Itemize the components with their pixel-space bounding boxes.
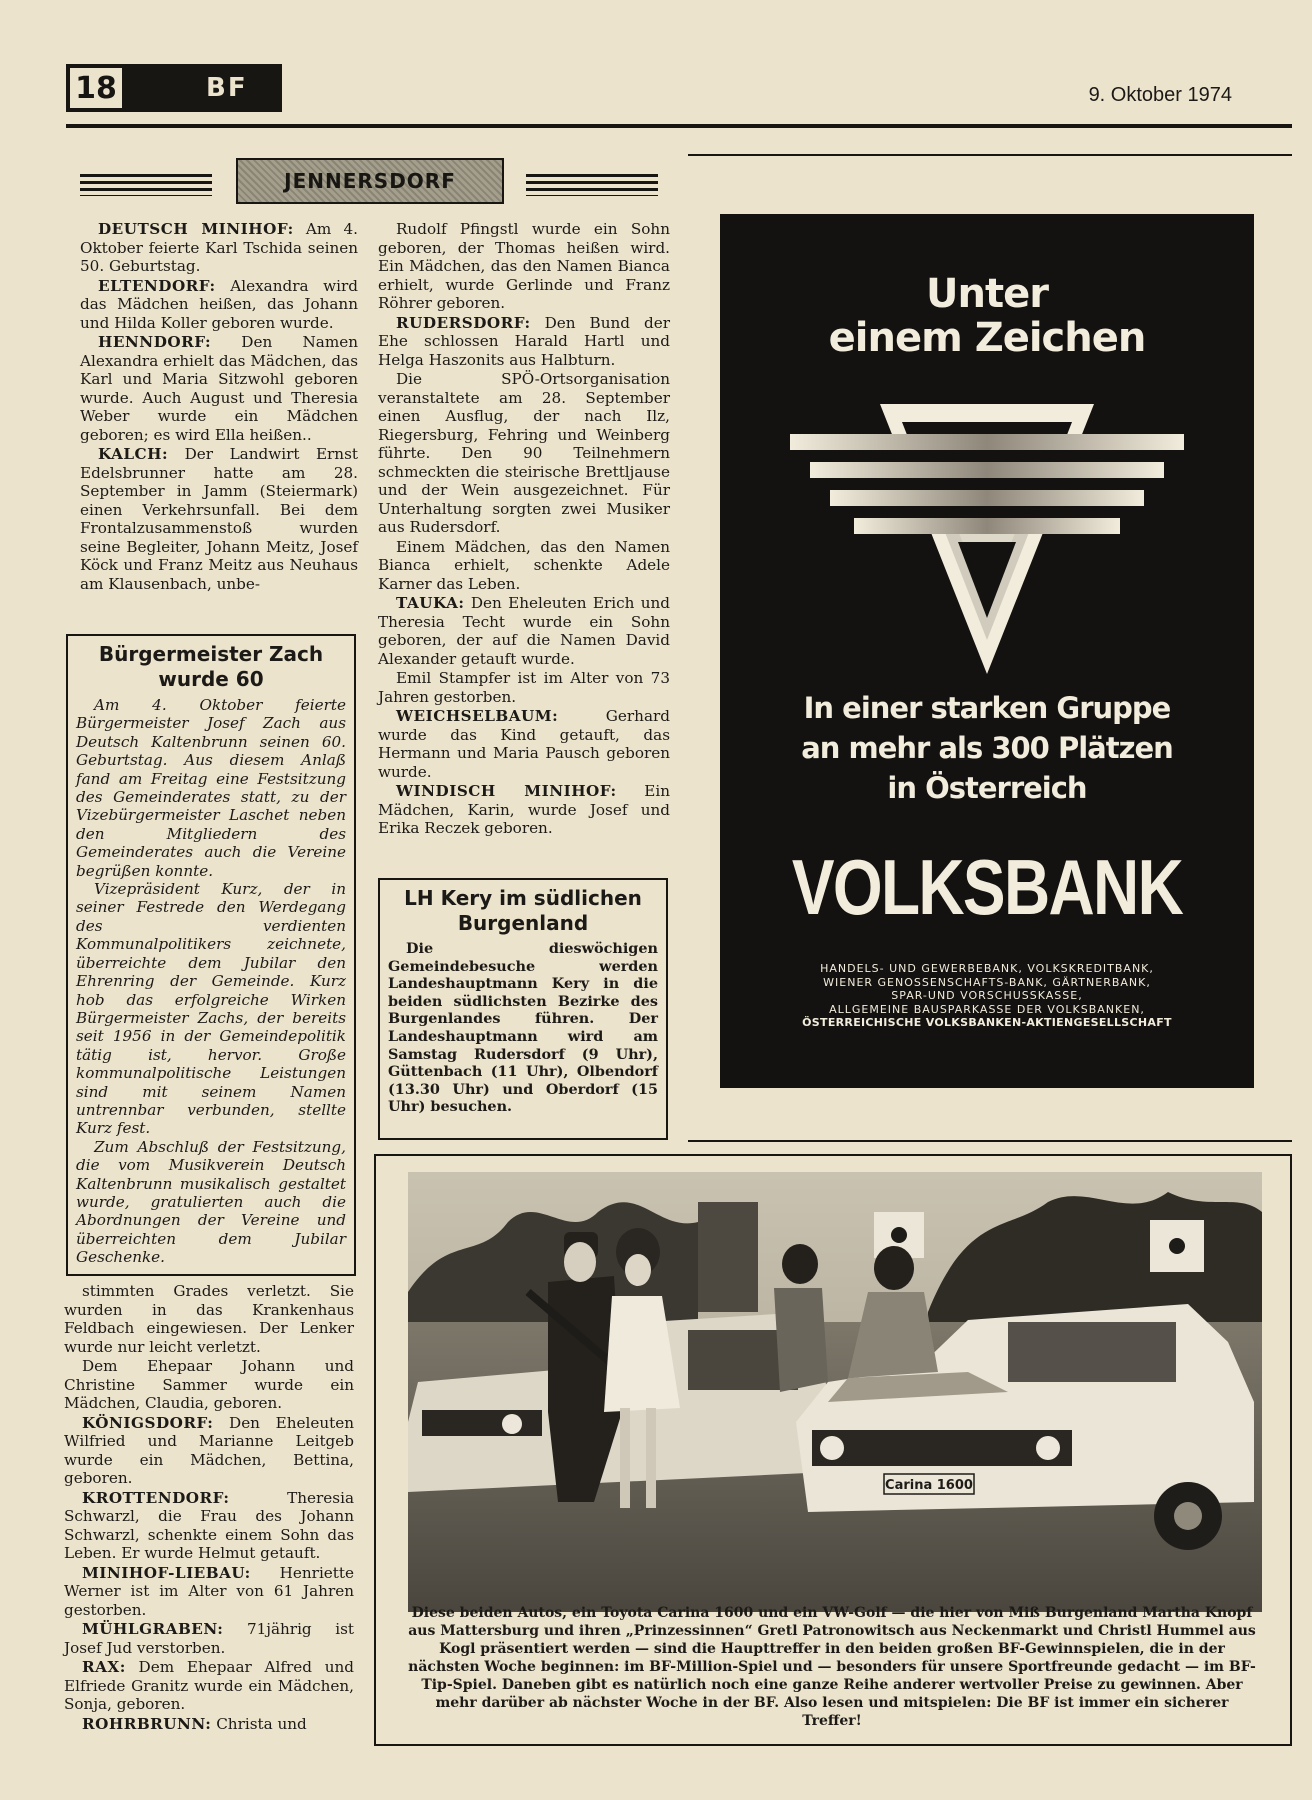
news-item bbox=[64, 1564, 354, 1620]
news-text: Emil Stampfer ist im Alter von 73 Jahren gestorben. bbox=[378, 669, 670, 706]
place-name: RUDERSDORF: bbox=[396, 313, 531, 332]
advert-claim-line-2: an mehr als 300 Plätzen bbox=[801, 731, 1173, 765]
news-text: Theresia Schwarzl, die Frau des Johann Schwarzl, schenkte einem Sohn das Leben. Er wurde Helmut getauft. bbox=[64, 1488, 354, 1562]
advert-claim-line-1: In einer starken Gruppe bbox=[803, 691, 1171, 725]
place-name: MÜHLGRABEN: bbox=[82, 1620, 224, 1638]
place-name: TAUKA: bbox=[396, 594, 465, 612]
advert-headline-line-2: einem Zeichen bbox=[828, 315, 1146, 361]
news-item bbox=[64, 1658, 354, 1714]
place-name: MINIHOF-LIEBAU: bbox=[82, 1563, 251, 1582]
advert-brand: VOLKSBANK bbox=[791, 843, 1183, 931]
box-kery-body: Die dieswöchigen Gemeindebesuche werden Landeshauptmann Kery in die beiden südlichsten Bezirke des Burgenlandes führen. Der Landeshauptmann wird am Samstag Rudersdorf (9 Uhr), Güttenbach (11 Uhr), Olbendorf (13.30 Uhr) und Oberdorf (15 Uhr) besuchen. bbox=[388, 940, 658, 1116]
issue-date: 9. Oktober 1974 bbox=[1088, 84, 1232, 106]
news-text: 71jährig ist Josef Jud verstorben. bbox=[64, 1620, 355, 1657]
advert-headline bbox=[720, 272, 1254, 360]
news-text: Der Landwirt Ernst Edelsbrunner hatte am 28. September in Jamm (Steiermark) einen Verkehrsunfall. Bei dem Frontalzusammenstoß wurden seine Begleiter, Johann Meitz, Josef Köck und Franz Meitz aus Neuhaus am Klausenbach, unbe- bbox=[80, 445, 358, 593]
column-1-top bbox=[80, 220, 358, 594]
news-text: Den Eheleuten Wilfried und Marianne Leitgeb wurde ein Mädchen, Bettina, geboren. bbox=[64, 1413, 354, 1487]
news-text: Einem Mädchen, das den Namen Bianca erhielt, schenkte Adele Karner das Leben. bbox=[378, 537, 670, 593]
advert-claim bbox=[720, 688, 1254, 808]
news-item bbox=[64, 1414, 354, 1488]
advert-fineprint-1: HANDELS- UND GEWERBEBANK, VOLKSKREDITBANK, bbox=[820, 962, 1154, 975]
box-paragraph: Am 4. Oktober feierte Bürgermeister Josef Zach aus Deutsch Kaltenbrunn seinen 60. Geburtstag. Aus diesem Anlaß fand am Freitag eine Festsitzung des Gemeinderates statt, zu der Vizebürgermeister Laschet neben den Mitgliedern des Gemeinderates auch die Vereine begrüßen konnte. bbox=[76, 696, 346, 880]
news-text: Dem Ehepaar Johann und Christine Sammer wurde ein Mädchen, Claudia, geboren. bbox=[64, 1357, 354, 1412]
news-item bbox=[378, 669, 670, 706]
box-kery-title: LH Kery im südlichen Burgenland bbox=[404, 886, 642, 935]
box-paragraph: Zum Abschluß der Festsitzung, die vom Musikverein Deutsch Kaltenbrunn musikalisch gestaltet wurde, gratulierten auch die Abordnungen der Vereine und überreichten dem Jubilar Geschenke. bbox=[76, 1137, 346, 1267]
news-item bbox=[80, 333, 358, 444]
news-text: Am 4. Oktober feierte Karl Tschida seinen 50. Geburtstag. bbox=[80, 220, 358, 275]
news-text: stimmten Grades verletzt. Sie wurden in das Krankenhaus Feldbach eingewiesen. Der Lenker wurde nur leicht verletzt. bbox=[64, 1282, 354, 1356]
page-header-badge bbox=[66, 64, 282, 112]
section-stripes-left bbox=[80, 174, 212, 196]
news-item bbox=[378, 538, 670, 594]
news-item bbox=[80, 220, 358, 276]
box-zach-title: Bürgermeister Zach wurde 60 bbox=[98, 642, 324, 691]
cars-photo bbox=[408, 1172, 1262, 1612]
news-item bbox=[64, 1489, 354, 1563]
advert-fineprint-2: WIENER GENOSSENSCHAFTS-BANK, GÄRTNERBANK, bbox=[823, 975, 1151, 989]
news-item bbox=[80, 445, 358, 593]
article-box-zach bbox=[66, 634, 356, 1276]
advert-claim-line-3: in Österreich bbox=[887, 771, 1087, 805]
place-name: WEICHSELBAUM: bbox=[396, 707, 559, 725]
news-item bbox=[378, 370, 670, 537]
news-text: Christa und bbox=[216, 1714, 307, 1733]
advert-headline-line-1: Unter bbox=[926, 271, 1048, 317]
place-name: ROHRBRUNN: bbox=[82, 1714, 212, 1733]
advert-fineprint-5: ÖSTERREICHISCHE VOLKSBANKEN-AKTIENGESELLSCHAFT bbox=[802, 1016, 1172, 1029]
column-2 bbox=[378, 220, 670, 839]
news-text: Die SPÖ-Ortsorganisation veranstaltete am 28. September einen Ausflug, der nach Ilz, Riegersburg, Fehring und Weinberg führte. Den 90 Teilnehmern schmeckten die steirische Brettljause und der Wein ausgezeichnet. Für Unterhaltung sorgten zwei Musiker aus Rudersdorf. bbox=[378, 370, 670, 536]
place-name: ELTENDORF: bbox=[98, 276, 216, 295]
news-item bbox=[378, 782, 670, 838]
news-text: Den Namen Alexandra erhielt das Mädchen, das Karl und Maria Sitzwohl geboren wurde. Auch August und Theresia Weber wurde ein Mädchen geboren; es wird Ella heißen.. bbox=[80, 333, 358, 444]
news-item bbox=[80, 277, 358, 333]
advert-fineprint bbox=[750, 962, 1224, 1030]
article-box-kery bbox=[378, 878, 668, 1140]
volksbank-advert bbox=[720, 214, 1254, 1088]
news-item bbox=[378, 220, 670, 313]
news-text: Dem Ehepaar Alfred und Elfriede Granitz wurde ein Mädchen, Sonja, geboren. bbox=[64, 1658, 354, 1713]
news-item bbox=[378, 594, 670, 668]
news-item bbox=[64, 1620, 354, 1657]
news-item bbox=[64, 1357, 354, 1413]
place-name: KROTTENDORF: bbox=[82, 1488, 230, 1507]
news-text: Gerhard wurde das Kind getauft, das Hermann und Maria Pausch geboren wurde. bbox=[378, 707, 670, 781]
place-name: DEUTSCH MINIHOF: bbox=[98, 220, 294, 238]
news-text: Ein Mädchen, Karin, wurde Josef und Erika Reczek geboren. bbox=[378, 782, 670, 837]
news-item bbox=[64, 1715, 354, 1734]
news-item bbox=[64, 1282, 354, 1356]
place-name: HENNDORF: bbox=[98, 333, 212, 351]
news-text: Rudolf Pfingstl wurde ein Sohn geboren, der Thomas heißen wird. Ein Mädchen, das den Namen Bianca erhielt, wurde Gerlinde und Franz Röhrer geboren. bbox=[378, 220, 670, 312]
news-text: Den Bund der Ehe schlossen Harald Hartl und Helga Haszonits aus Halbturn. bbox=[378, 313, 670, 369]
section-title: JENNERSDORF bbox=[284, 169, 456, 193]
place-name: WINDISCH MINIHOF: bbox=[396, 782, 617, 800]
license-plate: Carina 1600 bbox=[885, 1478, 973, 1493]
box-paragraph: Vizepräsident Kurz, der in seiner Festrede den Werdegang des verdienten Kommunalpolitikers zeichnete, überreichte dem Jubilar den Ehrenring der Gemeinde. Kurz hob das erfolgreiche Wirken Bürgermeister Zachs, der bereits seit 1956 in der Gemeindepolitik tätig ist, hervor. Große kommunalpolitische Leistungen sind mit seinem Namen untrennbar verbunden, stellte Kurz fest. bbox=[76, 880, 346, 1138]
advert-fineprint-3: SPAR-UND VORSCHUSSKASSE, bbox=[891, 989, 1083, 1002]
news-text: Den Eheleuten Erich und Theresia Techt wurde ein Sohn geboren, der auf die Namen David Alexander getauft wurde. bbox=[378, 594, 670, 668]
ad-top-rule bbox=[688, 154, 1292, 156]
photo-caption: Diese beiden Autos, ein Toyota Carina 1600 und ein VW-Golf — die hier von Miß Burgenland Martha Knopf aus Mattersburg und ihren „Prinzessinnen“ Gretl Patronowitsch aus Neckenmarkt und Christl Hummel aus Kogl präsentiert werden — sind die Haupttreffer in den beiden großen BF-Gewinnspielen, die in der nächsten Woche beginnen: im BF-Million-Spiel und — besonders für unsere Sportfreunde gedacht — im BF-Tip-Spiel. Daneben gibt es natürlich noch eine ganze Reihe anderer wertvoller Preise zu gewinnen. Aber mehr darüber ab nächster Woche in der BF. Also lesen und mitspielen: Die BF ist immer ein sicherer Treffer! bbox=[408, 1605, 1256, 1729]
news-text: Alexandra wird das Mädchen heißen, das Johann und Hilda Koller geboren wurde. bbox=[80, 276, 358, 332]
place-name: RAX: bbox=[82, 1658, 126, 1676]
news-item bbox=[378, 314, 670, 370]
volksbank-logo-icon bbox=[790, 404, 1184, 674]
place-name: KALCH: bbox=[98, 445, 169, 463]
photo-top-rule bbox=[688, 1140, 1292, 1142]
header-rule bbox=[66, 124, 1292, 128]
place-name: KÖNIGSDORF: bbox=[82, 1413, 214, 1432]
advert-fineprint-4: ALLGEMEINE BAUSPARKASSE DER VOLKSBANKEN, bbox=[829, 1002, 1145, 1016]
section-banner bbox=[236, 158, 504, 204]
publication-name: BF bbox=[206, 73, 248, 103]
news-item bbox=[378, 707, 670, 781]
page-number: 18 bbox=[66, 64, 126, 112]
news-text: Henriette Werner ist im Alter von 61 Jahren gestorben. bbox=[64, 1563, 354, 1619]
column-1-bottom bbox=[64, 1282, 354, 1734]
box-zach-body bbox=[76, 696, 346, 1267]
section-stripes-right bbox=[526, 174, 658, 196]
